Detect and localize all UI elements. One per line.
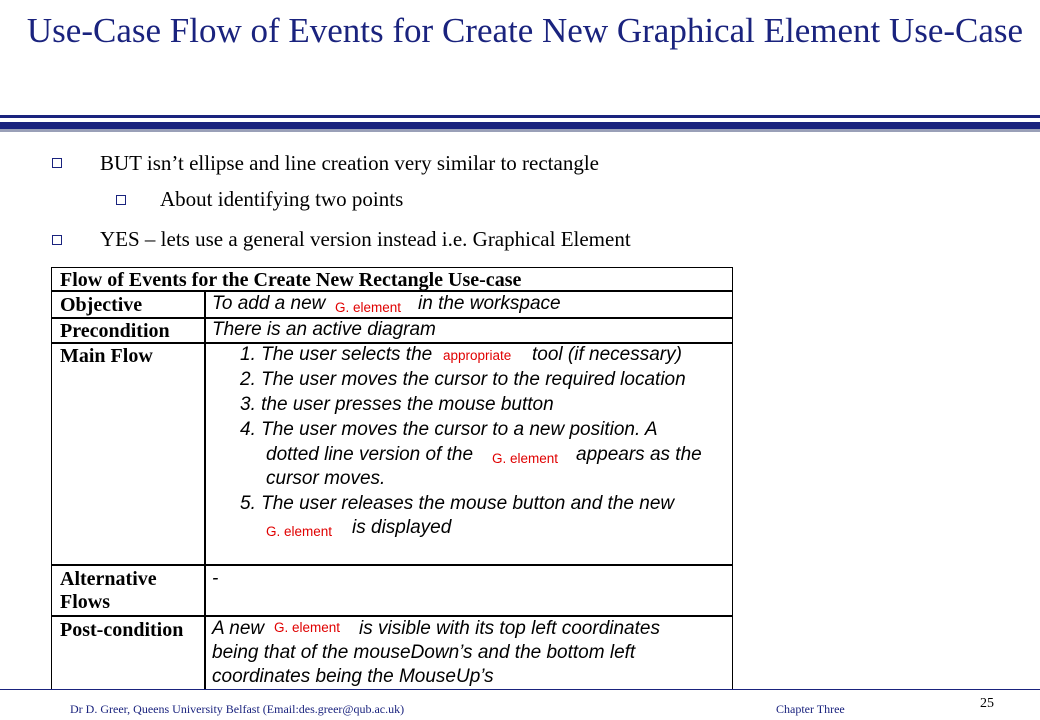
overlay-g-element: G. element xyxy=(492,451,559,466)
title-rule-shadow xyxy=(0,129,1040,132)
table-divider xyxy=(52,615,732,617)
overlay-g-element: G. element xyxy=(335,300,402,315)
main-flow-step: appears as the xyxy=(576,444,702,465)
main-flow-step: cursor moves. xyxy=(266,468,386,489)
main-flow-step: dotted line version of the xyxy=(266,444,474,465)
alternative-text: - xyxy=(212,568,219,589)
footer-chapter: Chapter Three xyxy=(776,702,845,716)
title-rule-thin xyxy=(0,115,1040,118)
row-label-main-flow: Main Flow xyxy=(60,345,153,367)
overlay-g-element: G. element xyxy=(266,524,333,539)
flow-of-events-table xyxy=(51,267,733,690)
bullet-item: BUT isn’t ellipse and line creation very similar to rectangle xyxy=(100,151,599,175)
overlay-g-element: G. element xyxy=(274,620,341,635)
overlay-appropriate: appropriate xyxy=(443,348,512,363)
bullet-item: YES – lets use a general version instead i.e. Graphical Element xyxy=(100,227,631,251)
table-column-divider xyxy=(204,290,206,689)
row-label-alternative: Alternative xyxy=(60,568,157,590)
postcondition-text: coordinates being the MouseUp’s xyxy=(212,666,494,687)
main-flow-step: 1. The user selects the xyxy=(240,344,433,365)
main-flow-step: 3. the user presses the mouse button xyxy=(240,394,554,415)
slide-title: Use-Case Flow of Events for Create New Graphical Element Use-Case xyxy=(26,11,1024,50)
page-number: 25 xyxy=(980,696,994,711)
sub-bullet-item: About identifying two points xyxy=(160,187,404,211)
postcondition-text: being that of the mouseDown’s and the bottom left xyxy=(212,642,636,663)
postcondition-text: A new xyxy=(212,618,265,639)
row-label-alternative-2: Flows xyxy=(60,591,110,613)
main-flow-step: tool (if necessary) xyxy=(532,344,682,365)
precondition-text: There is an active diagram xyxy=(212,319,436,340)
square-bullet-icon xyxy=(52,235,62,245)
main-flow-step: 5. The user releases the mouse button and the new xyxy=(240,493,675,514)
square-bullet-icon xyxy=(52,158,62,168)
main-flow-step: is displayed xyxy=(352,517,452,538)
row-label-objective: Objective xyxy=(60,294,143,316)
objective-text-b: in the workspace xyxy=(418,293,561,314)
table-header: Flow of Events for the Create New Rectangle Use-case xyxy=(60,269,522,291)
row-label-postcondition: Post-condition xyxy=(60,619,184,641)
square-bullet-icon xyxy=(116,195,126,205)
footer-rule xyxy=(0,689,1040,690)
main-flow-step: 4. The user moves the cursor to a new position. A xyxy=(240,419,658,440)
main-flow-step: 2. The user moves the cursor to the required location xyxy=(240,369,686,390)
footer-author: Dr D. Greer, Queens University Belfast (Email:des.greer@qub.ac.uk) xyxy=(70,702,405,716)
table-divider xyxy=(52,564,732,566)
row-label-precondition: Precondition xyxy=(60,320,170,342)
objective-text-a: To add a new xyxy=(212,293,326,314)
title-rule-thick xyxy=(0,122,1040,129)
postcondition-text: is visible with its top left coordinates xyxy=(359,618,660,639)
